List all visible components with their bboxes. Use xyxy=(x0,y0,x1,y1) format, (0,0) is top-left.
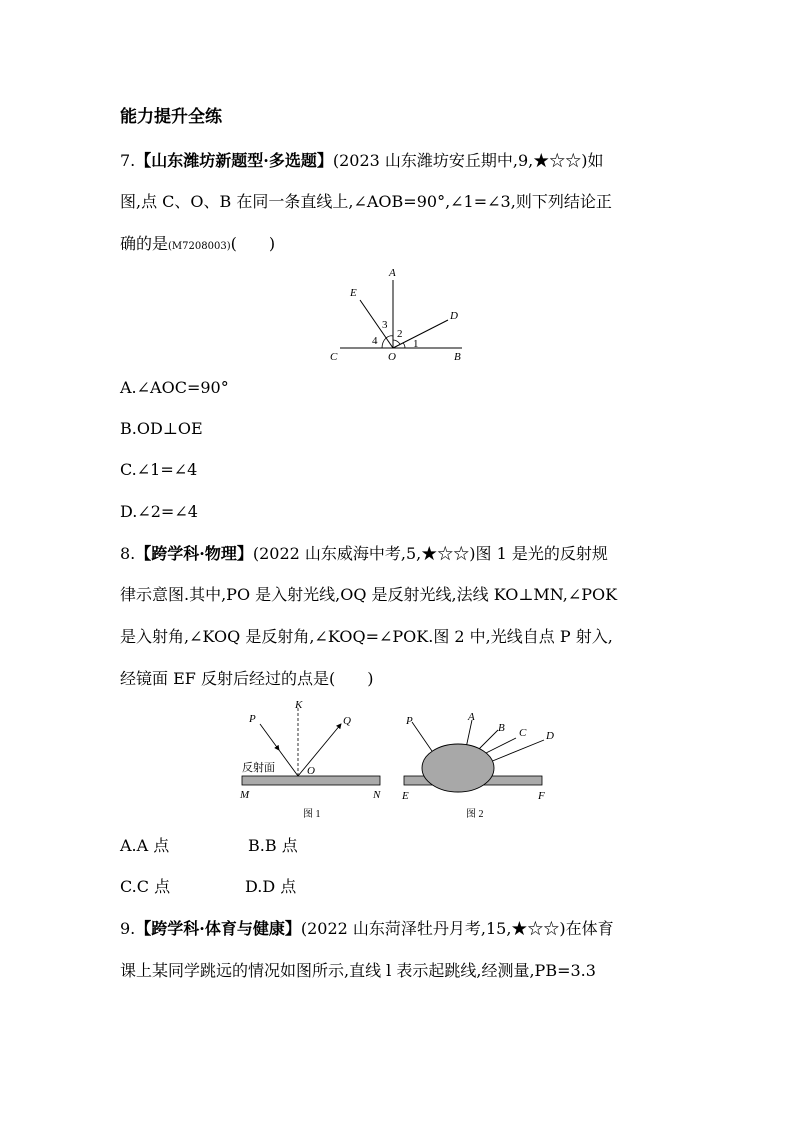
q7-option-c: C.∠1=∠4 xyxy=(120,460,198,479)
q7-answer-blank: ( ) xyxy=(230,234,276,253)
q7-code: (M7208003) xyxy=(168,241,231,252)
fig2-label-c: C xyxy=(519,727,527,739)
label-angle-4: 4 xyxy=(372,335,378,347)
fig1-surface-label: 反射面 xyxy=(242,762,275,774)
q8-source: (2022 山东威海中考,5,★☆☆)图 1 是光的反射规 xyxy=(252,544,608,563)
fig2-label-d: D xyxy=(546,730,554,742)
label-b: B xyxy=(454,351,461,363)
q7-option-d: D.∠2=∠4 xyxy=(120,502,198,521)
fig2-label-f: F xyxy=(538,790,545,802)
label-c: C xyxy=(330,351,338,363)
mirror-mn xyxy=(242,776,380,785)
q9-source: (2022 山东菏泽牡丹月考,15,★☆☆)在体育 xyxy=(300,919,614,938)
label-a: A xyxy=(389,267,396,279)
q7-number: 7. xyxy=(120,151,136,170)
ray-p xyxy=(412,722,434,754)
section-title: 能力提升全练 xyxy=(120,107,222,127)
q7-prompt: 确的是 xyxy=(120,234,169,253)
q8-option-c: C.C 点 xyxy=(120,877,171,896)
q8-option-a: A.A 点 xyxy=(120,836,170,855)
q8-line-4: 经镜面 EF 反射后经过的点是( ) xyxy=(120,669,374,688)
q8-number: 8. xyxy=(120,544,136,563)
q7-tag: 【山东潍坊新题型·多选题】 xyxy=(135,151,333,170)
label-e: E xyxy=(350,287,357,299)
q9-line-1 xyxy=(120,918,614,940)
q9-number: 9. xyxy=(120,919,136,938)
fig1-label-o: O xyxy=(307,765,315,777)
incident-ray-po xyxy=(260,724,279,750)
q7-angle-figure xyxy=(320,262,480,370)
fig1-label-k: K xyxy=(295,699,303,711)
label-d: D xyxy=(450,310,458,322)
ray-b xyxy=(478,730,498,750)
reflected-ray-oq xyxy=(298,724,341,776)
fig1-label-q: Q xyxy=(343,715,351,727)
q9-tag: 【跨学科·体育与健康】 xyxy=(135,919,301,938)
fig2-label-b: B xyxy=(498,722,505,734)
ray-d xyxy=(490,740,544,762)
q8-figure-2 xyxy=(398,698,556,824)
q8-tag: 【跨学科·物理】 xyxy=(135,544,253,563)
q8-option-b: B.B 点 xyxy=(248,836,298,855)
ray-c xyxy=(484,738,516,754)
q7-option-b: B.OD⊥OE xyxy=(120,419,203,438)
q9-line-2: 课上某同学跳远的情况如图所示,直线 l 表示起跳线,经测量,PB=3.3 xyxy=(120,961,596,980)
label-o: O xyxy=(388,351,396,363)
q8-line-2: 律示意图.其中,PO 是入射光线,OQ 是反射光线,法线 KO⊥MN,∠POK xyxy=(120,585,618,604)
fig1-label-m: M xyxy=(240,789,250,801)
label-angle-2: 2 xyxy=(397,328,403,340)
q7-source: (2023 山东潍坊安丘期中,9,★☆☆)如 xyxy=(332,151,604,170)
q8-line-3: 是入射角,∠KOQ 是反射角,∠KOQ=∠POK.图 2 中,光线自点 P 射入, xyxy=(120,627,613,646)
q8-figure-1 xyxy=(236,698,386,824)
q7-line-1 xyxy=(120,150,604,172)
fig2-label-p: P xyxy=(406,715,413,727)
label-angle-1: 1 xyxy=(413,338,419,350)
arc-angle-3 xyxy=(386,336,393,338)
q8-option-d: D.D 点 xyxy=(245,877,297,896)
arc-angle-4 xyxy=(382,338,386,348)
arc-angle-1 xyxy=(403,343,405,348)
label-angle-3: 3 xyxy=(382,319,388,331)
q7-option-a: A.∠AOC=90° xyxy=(120,378,229,397)
q7-line-3 xyxy=(120,233,275,258)
ray-a xyxy=(466,720,472,748)
q7-line-2: 图,点 C、O、B 在同一条直线上,∠AOB=90°,∠1=∠3,则下列结论正 xyxy=(120,192,612,211)
incident-ray-po-rest xyxy=(279,750,298,776)
obstacle-ellipse xyxy=(422,744,494,792)
q8-line-1 xyxy=(120,543,608,565)
fig1-label-n: N xyxy=(373,789,381,801)
fig2-label-e: E xyxy=(402,790,409,802)
fig1-label-p: P xyxy=(249,713,256,725)
fig1-caption: 图 1 xyxy=(303,809,321,820)
arc-angle-2 xyxy=(393,340,400,344)
fig2-caption: 图 2 xyxy=(466,809,484,820)
fig2-label-a: A xyxy=(468,711,475,723)
